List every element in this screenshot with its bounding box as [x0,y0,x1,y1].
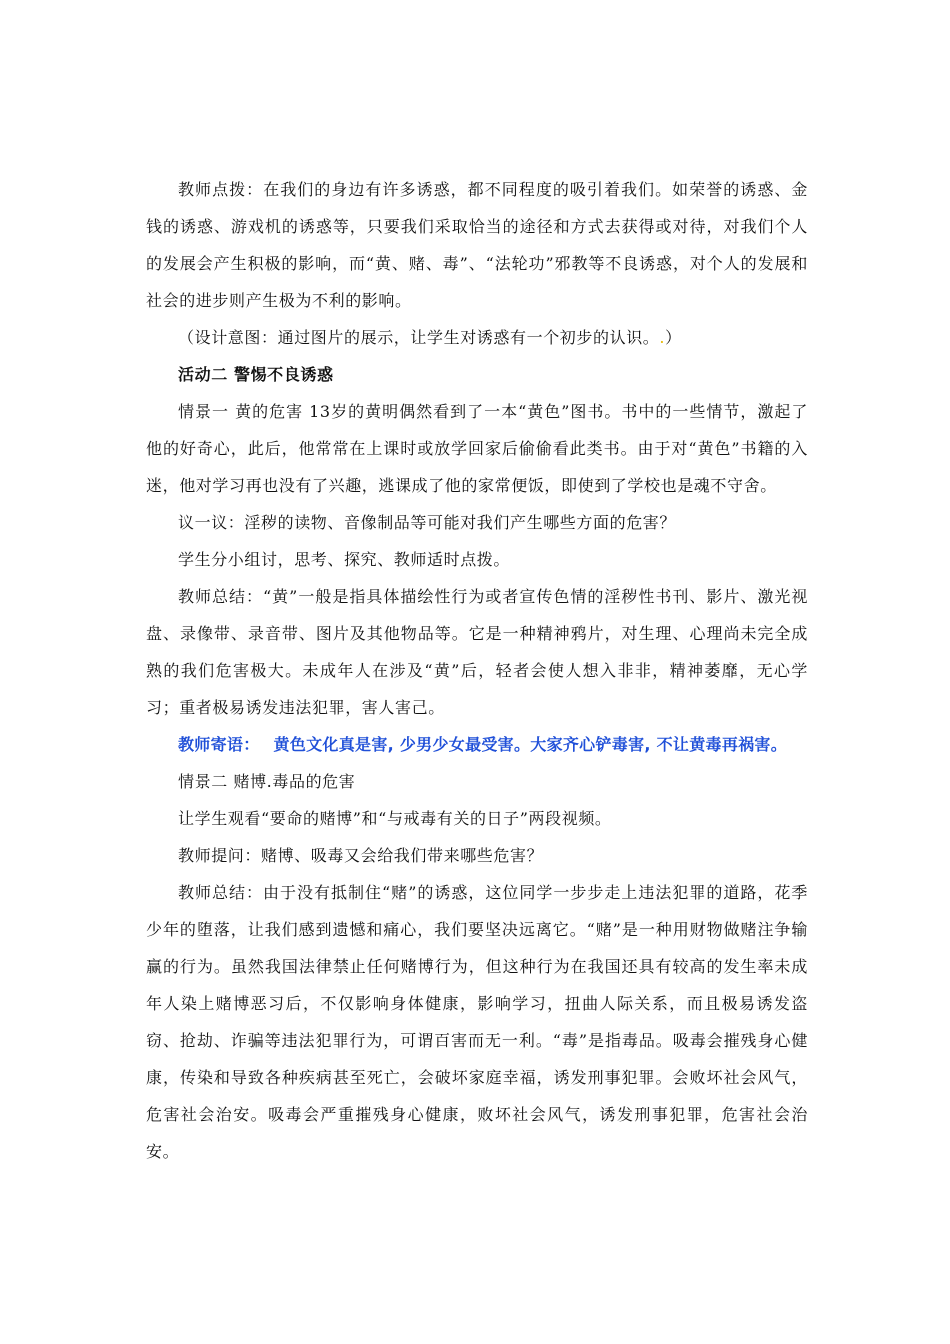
paragraph-teacher-question: 教师提问：赌博、吸毒又会给我们带来哪些危害？ [178,846,544,865]
teacher-message [146,726,808,763]
design-intent-end: ） [665,328,682,347]
paragraph-summary-gambling-drugs: 教师总结：由于没有抵制住“赌”的诱惑，这位同学一步步走上违法犯罪的道路，花季少年的堕落，让我们感到遗憾和痛心，我们要坚决远离它。“赌”是一种用财物做赌注争输赢的行为。虽然我国法律禁止任何赌博行为，但这种行为在我国还具有较高的发生率未成年人染上赌博恶习后，不仅影响身体健康，影响学习，扭曲人际关系，而且极易诱发盗窃、抢劫、诈骗等违法犯罪行为，可谓百害而无一利。“毒”是指毒品。吸毒会摧残身心健康，传染和导致各种疾病甚至死亡，会破坏家庭幸福，诱发刑事犯罪。会败坏社会风气，危害社会治安。吸毒会严重摧残身心健康，败坏社会风气，诱发刑事犯罪，危害社会治安。 [146,883,808,1161]
section-heading: 活动二 警惕不良诱惑 [178,365,334,384]
yellow-mark: . [659,328,666,347]
teacher-message-label: 教师寄语： [178,735,260,754]
paragraph-scenario-two: 情景二 赌博.毒品的危害 [178,772,356,791]
teacher-message-text: 黄色文化真是害, 少男少女最受害。大家齐心铲毒害, 不让黄毒再祸害。 [273,735,788,754]
document-page [146,171,808,1170]
paragraph-teacher-guidance: 教师点拨：在我们的身边有许多诱惑，都不同程度的吸引着我们。如荣誉的诱惑、金钱的诱惑、游戏机的诱惑等，只要我们采取恰当的途径和方式去获得或对待，对我们个人的发展会产生积极的影响，而“黄、赌、毒”、“法轮功”邪教等不良诱惑，对个人的发展和社会的进步则产生极为不利的影响。 [146,180,808,310]
paragraph-videos: 让学生观看“要命的赌博”和“与戒毒有关的日子”两段视频。 [178,809,612,828]
paragraph-discussion: 议一议：淫秽的读物、音像制品等可能对我们产生哪些方面的危害？ [178,513,677,532]
paragraph-summary-yellow: 教师总结：“黄”一般是指具体描绘性行为或者宣传色情的淫秽性书刊、影片、激光视盘、录像带、录音带、图片及其他物品等。它是一种精神鸦片，对生理、心理尚未完全成熟的我们危害极大。未成年人在涉及“黄”后，轻者会使人想入非非，精神萎靡，无心学习；重者极易诱发违法犯罪，害人害己。 [146,587,808,717]
design-intent-text: （设计意图：通过图片的展示，让学生对诱惑有一个初步的认识。 [178,328,660,347]
paragraph-scenario-one: 情景一 黄的危害 13岁的黄明偶然看到了一本“黄色”图书。书中的一些情节，激起了他的好奇心，此后，他常常在上课时或放学回家后偷偷看此类书。由于对“黄色”书籍的入迷，他对学习再也没有了兴趣，逃课成了他的家常便饭，即使到了学校也是魂不守舍。 [146,402,808,495]
paragraph-group-work: 学生分小组讨，思考、探究、教师适时点拨。 [178,550,511,569]
paragraph-design-intent [146,319,808,356]
